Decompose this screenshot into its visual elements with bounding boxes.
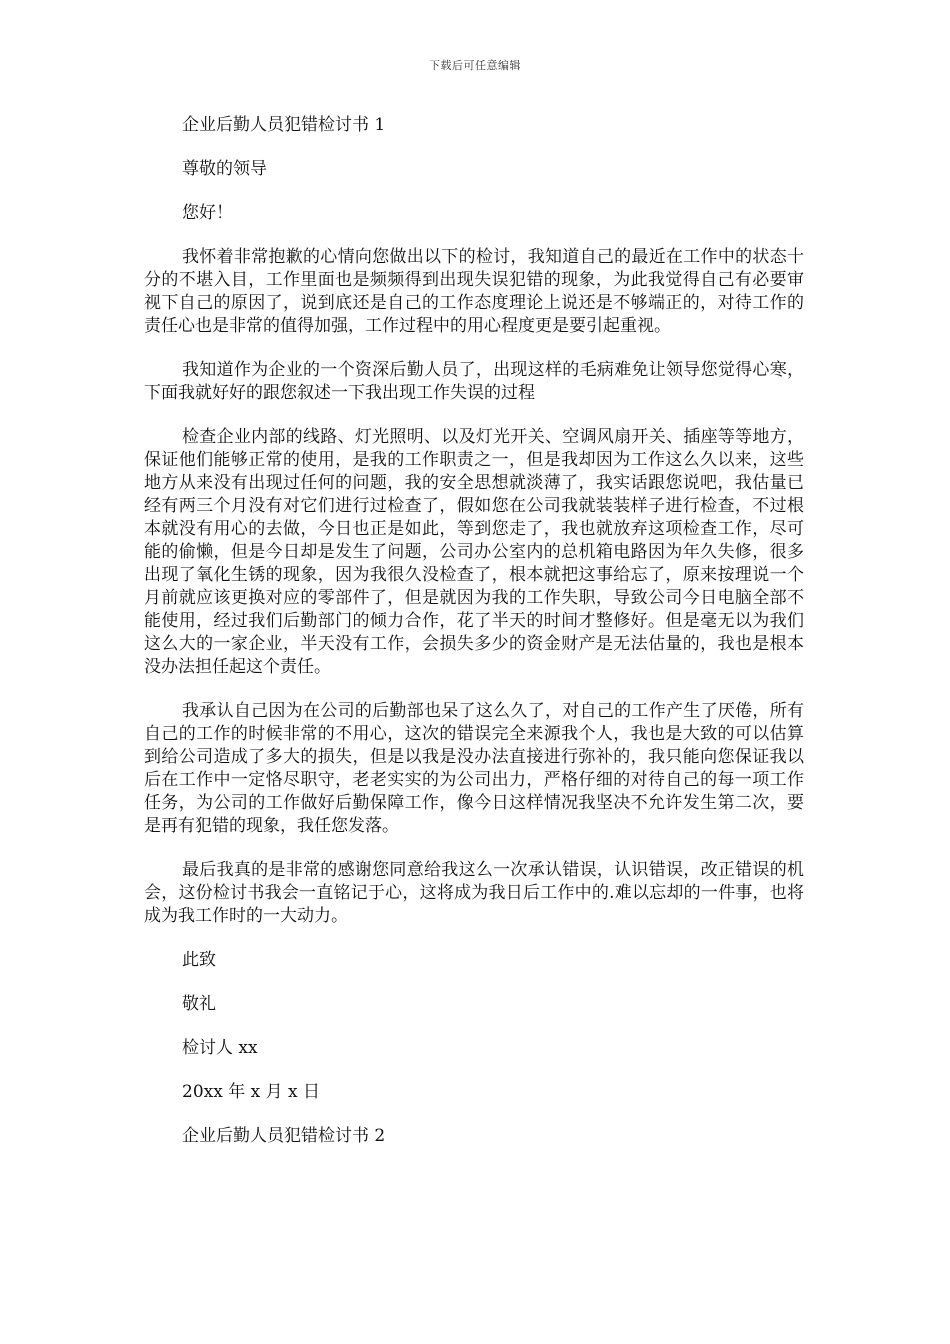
body-paragraph: 我怀着非常抱歉的心情向您做出以下的检讨，我知道自己的最近在工作中的状态十分的不堪入目，工作里面也是频频得到出现失误犯错的现象，为此我觉得自己有必要审视下自己的原因了，说到底还是自己的工作态度理论上说还是不够端正的，对待工作的责任心也是非常的值得加强，工作过程中的用心程度更是要引起重视。 bbox=[144, 247, 804, 336]
salutation: 尊敬的领导 bbox=[182, 159, 267, 179]
closing-salute: 敬礼 bbox=[182, 994, 216, 1014]
body-paragraph: 我知道作为企业的一个资深后勤人员了，出现这样的毛病难免让领导您觉得心寒，下面我就好好的跟您叙述一下我出现工作失误的过程 bbox=[144, 360, 804, 403]
signer: 检讨人 xx bbox=[182, 1038, 258, 1058]
header-note: 下载后可任意编辑 bbox=[429, 59, 521, 72]
date: 20xx 年 x 月 x 日 bbox=[182, 1082, 321, 1102]
second-document-title: 企业后勤人员犯错检讨书 2 bbox=[182, 1126, 386, 1146]
greeting: 您好！ bbox=[182, 203, 233, 223]
closing-regards: 此致 bbox=[182, 950, 216, 970]
body-paragraph: 我承认自己因为在公司的后勤部也呆了这么久了，对自己的工作产生了厌倦，所有自己的工作的时候非常的不用心，这次的错误完全来源我个人，我也是大致的可以估算到给公司造成了多大的损失，但是以我是没办法直接进行弥补的，我只能向您保证我以后在工作中一定恪尽职守，老老实实的为公司出力，严格仔细的对待自己的每一项工作任务，为公司的工作做好后勤保障工作，像今日这样情况我坚决不允许发生第二次，要是再有犯错的现象，我任您发落。 bbox=[144, 701, 804, 836]
document-body bbox=[144, 114, 804, 1169]
body-paragraph: 检查企业内部的线路、灯光照明、以及灯光开关、空调风扇开关、插座等等地方，保证他们能够正常的使用，是我的工作职责之一，但是我却因为工作这么久以来，这些地方从来没有出现过任何的问题，我的安全思想就淡薄了，我实话跟您说吧，我估量已经有两三个月没有对它们进行过检查了，假如您在公司我就装装样子进行检查，不过根本就没有用心的去做，今日也正是如此，等到您走了，我也就放弃这项检查工作，尽可能的偷懒，但是今日却是发生了问题，公司办公室内的总机箱电路因为年久失修，很多出现了氧化生锈的现象，因为我很久没检查了，根本就把这事给忘了，原来按理说一个月前就应该更换对应的零部件了，但是就因为我的工作失职，导致公司今日电脑全部不能使用，经过我们后勤部门的倾力合作，花了半天的时间才整修好。但是毫无以为我们这么大的一家企业，半天没有工作，会损失多少的资金财产是无法估量的，我也是根本没办法担任起这个责任。 bbox=[144, 427, 804, 677]
document-title: 企业后勤人员犯错检讨书 1 bbox=[182, 115, 386, 135]
body-paragraph: 最后我真的是非常的感谢您同意给我这么一次承认错误，认识错误，改正错误的机会，这份检讨书我会一直铭记于心，这将成为我日后工作中的.难以忘却的一件事，也将成为我工作时的一大动力。 bbox=[144, 860, 804, 926]
